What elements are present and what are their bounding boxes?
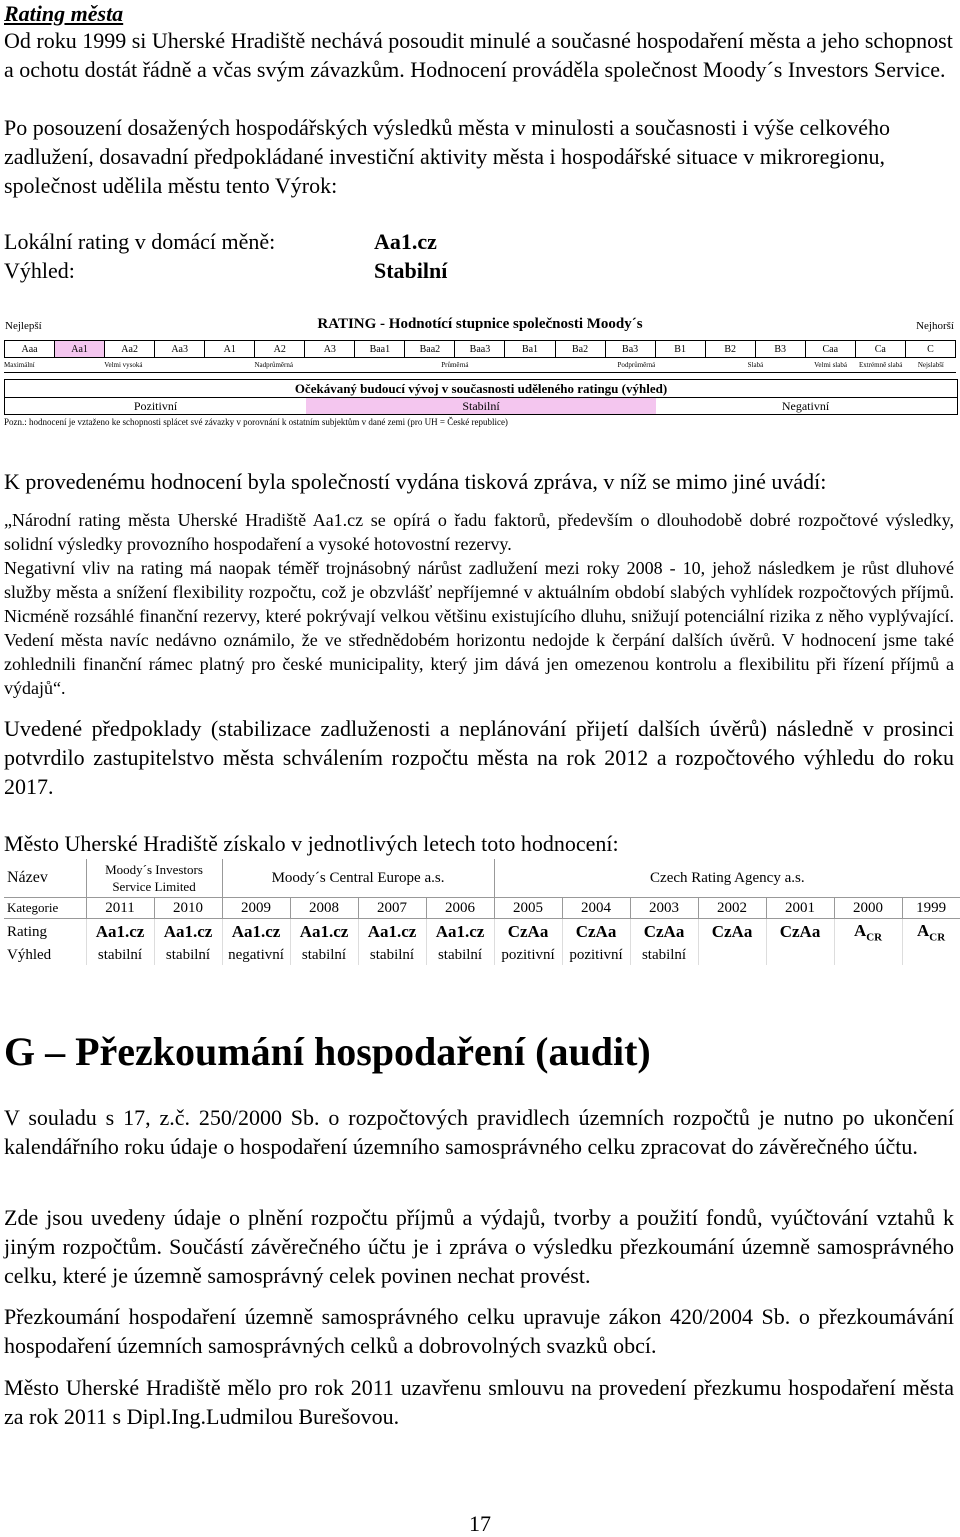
grade-cell: B3: [755, 341, 805, 358]
intro-paragraph: Od roku 1999 si Uherské Hradiště nechává posoudit minulé a současné hospodaření města a jeho schopnost a ochotu dostát řádně a včas svým závazkům. Hodnocení prováděla společnost Moody´s Investors Service.: [4, 28, 953, 82]
grade-description: [204, 358, 254, 373]
grade-description: Slabá: [705, 358, 805, 373]
year-cell: 2011: [86, 898, 154, 919]
grade-cell: Ca: [855, 341, 905, 358]
year-cell: 2004: [562, 898, 630, 919]
grade-description: [54, 358, 104, 373]
agency-1-line-1: Moody´s Investors: [105, 862, 203, 877]
rating-scale: [4, 316, 956, 427]
grade-cell: B2: [705, 341, 755, 358]
outlook-cell: negativní: [222, 945, 290, 965]
grade-cell: Caa: [805, 341, 855, 358]
grade-cell: Ba2: [555, 341, 605, 358]
confirmation-paragraph: Uvedené předpoklady (stabilizace zadluženosti a neplánování přijetí dalších úvěrů) následně v prosinci potvrdilo zastupitelstvo města schválením rozpočtu města na rok 2012 a rozpočtového výhledu do roku 2017.: [4, 716, 954, 799]
outlook-value: Stabilní: [374, 258, 448, 283]
grade-cell: Baa3: [455, 341, 505, 358]
outlook-cell: pozitivní: [494, 945, 562, 965]
grade-description: [655, 358, 705, 373]
rating-cell: CzAa: [494, 919, 562, 946]
year-cell: 2009: [222, 898, 290, 919]
grade-description: Průměrná: [405, 358, 505, 373]
grade-cell: A3: [305, 341, 355, 358]
grade-description: Extrémně slabá: [856, 358, 906, 373]
rating-cell: Aa1.cz: [290, 919, 358, 946]
outlook-cell: [698, 945, 766, 965]
outlook-cell: pozitivní: [562, 945, 630, 965]
outlook-negative: Negativní: [781, 399, 830, 413]
outlook-box: [4, 379, 958, 415]
year-cell: 1999: [902, 898, 960, 919]
section-heading: Rating města: [4, 1, 124, 26]
press-quote-1: „Národní rating města Uherské Hradiště Aa1.cz se opírá o řadu faktorů, především o dlouhodobě dobré rozpočtové výsledky, solidní výsledky provozního hospodaření a vysoké hotovostní rezervy.: [4, 510, 954, 554]
outlook-cell: stabilní: [426, 945, 494, 965]
page-number: 17: [469, 1511, 491, 1536]
rating-cell: Aa1.cz: [222, 919, 290, 946]
year-cell: 2000: [834, 898, 902, 919]
press-quote-2: Negativní vliv na rating má naopak téměř trojnásobný nárůst zadlužení mezi roky 2008 - 10, jehož následkem je růst dluhové služby města a snížení flexibility rozpočtu, což je obzvlášť nepříjemné v aktuálním období slabých vyhlídek rozpočtových příjmů. Nicméně rozsáhlé finanční rezervy, které pokrývají velkou většinu existujícího dluhu, snižují potenciální rizika z něho vyplývající. Vedení města navíc nedávno oznámilo, že ve střednědobém horizontu nedojde k čerpání dalších úvěrů. V hodnocení jsme také zohlednili finanční rámec platný pro české municipality, který jim dává jen omezenou kontrolu a flexibilitu při řízení příjmů a výdajů“.: [4, 558, 954, 698]
grade-description: Podprůměrná: [555, 358, 655, 373]
grade-description: Maximální: [4, 358, 54, 373]
rating-cell: Aa1.cz: [86, 919, 154, 946]
outlook-cell: stabilní: [290, 945, 358, 965]
history-outlook-label: Výhled: [4, 945, 86, 965]
grade-cell: Aa3: [155, 341, 205, 358]
rating-cell: Aa1.cz: [154, 919, 222, 946]
scale-best-label: Nejlepší: [5, 320, 42, 332]
outlook-cell: stabilní: [154, 945, 222, 965]
rating-cell: CzAa: [698, 919, 766, 946]
year-cell: 2003: [630, 898, 698, 919]
history-lead: Město Uherské Hradiště získalo v jednotlivých letech toto hodnocení:: [4, 831, 619, 856]
scale-grades-table: [4, 340, 956, 358]
rating-cell: Aa1.cz: [358, 919, 426, 946]
outlook-positive: Pozitivní: [133, 399, 178, 413]
grade-description: Velmi slabá: [806, 358, 856, 373]
year-cell: 2005: [494, 898, 562, 919]
year-cell: 2006: [426, 898, 494, 919]
grade-description: Velmi vysoká: [104, 358, 204, 373]
grade-cell-highlighted: Aa1: [55, 341, 105, 358]
year-cell: 2007: [358, 898, 426, 919]
rating-cell: $A_{CR}$: [902, 919, 960, 946]
outlook-cell: [766, 945, 834, 965]
year-cell: 2010: [154, 898, 222, 919]
audit-paragraph-1: V souladu s 17, z.č. 250/2000 Sb. o rozpočtových pravidlech územních rozpočtů je nutno po ukončení kalendářního roku údaje o hospodaření územního samosprávného celku zpracovat do závěrečného účtu.: [4, 1105, 954, 1159]
rating-cell: $A_{CR}$: [834, 919, 902, 946]
grade-cell: C: [905, 341, 955, 358]
grade-description: Nadprůměrná: [254, 358, 354, 373]
rating-cell: Aa1.cz: [426, 919, 494, 946]
grade-description: [355, 358, 405, 373]
year-cell: 2001: [766, 898, 834, 919]
rating-cell: CzAa: [766, 919, 834, 946]
rating-cell: CzAa: [630, 919, 698, 946]
outlook-cell: stabilní: [86, 945, 154, 965]
audit-paragraph-2: Zde jsou uvedeny údaje o plnění rozpočtu příjmů a výdajů, tvorby a použití fondů, vyúčtování vztahů k jiným rozpočtům. Součástí závěrečného účtu je i zpráva o výsledku přezkoumání územně samosprávného celku, které je územně samosprávný celek povinen nechat provést.: [4, 1205, 954, 1288]
assessment-paragraph: Po posouzení dosažených hospodářských výsledků města v minulosti a současnosti i výše celkového zadlužení, dosavadní předpokládané investiční aktivity města i hospodářské situace v mikroregionu, společnost udělila městu tento Výrok:: [4, 115, 890, 198]
outlook-cell: stabilní: [630, 945, 698, 965]
outlook-label: Výhled:: [4, 258, 75, 283]
grade-cell: Aaa: [5, 341, 55, 358]
grade-cell: Baa1: [355, 341, 405, 358]
outlook-cell: [902, 945, 960, 965]
rating-history-table: [4, 859, 960, 965]
year-cell: 2002: [698, 898, 766, 919]
scale-title: RATING - Hodnotící stupnice společnosti Moody´s: [317, 316, 643, 332]
grade-cell: Baa2: [405, 341, 455, 358]
history-agency-2: Moody´s Central Europe a.s.: [222, 859, 494, 898]
outlook-cell: stabilní: [358, 945, 426, 965]
rating-cell: CzAa: [562, 919, 630, 946]
scale-note: Pozn.: hodnocení je vztaženo ke schopnosti splácet své závazky v porovnání k ostatním subjektům v dané zemi (pro UH = České republice): [4, 417, 508, 427]
outlook-title: Očekávaný budoucí vývoj v současnosti uděleného ratingu (výhled): [5, 380, 957, 398]
audit-paragraph-4: Město Uherské Hradiště mělo pro rok 2011 uzavřenu smlouvu na provedení přezkumu hospodaření města za rok 2011 s Dipl.Ing.Ludmilou Burešovou.: [4, 1375, 954, 1429]
audit-paragraph-3: Přezkoumání hospodaření územně samosprávného celku upravuje zákon 420/2004 Sb. o přezkoumávání hospodaření územních samosprávných celků a dobrovolných svazků obcí.: [4, 1304, 954, 1358]
outlook-stable: Stabilní: [306, 398, 656, 414]
grade-cell: A2: [255, 341, 305, 358]
grade-description: [505, 358, 555, 373]
grade-cell: Ba1: [505, 341, 555, 358]
local-rating-label: Lokální rating v domácí měně:: [4, 229, 276, 254]
history-agency-3: Czech Rating Agency a.s.: [494, 859, 960, 898]
grade-cell: Aa2: [105, 341, 155, 358]
history-name-label: Název: [4, 859, 86, 898]
history-rating-label: Rating: [4, 919, 86, 946]
grade-cell: B1: [655, 341, 705, 358]
grade-cell: A1: [205, 341, 255, 358]
press-lead: K provedenému hodnocení byla společností vydána tisková zpráva, v níž se mimo jiné uvádí:: [4, 469, 827, 494]
outlook-cell: [834, 945, 902, 965]
agency-1-line-2: Service Limited: [112, 879, 196, 894]
year-cell: 2008: [290, 898, 358, 919]
audit-title: G – Přezkoumání hospodaření (audit): [4, 1029, 651, 1074]
grade-cell: Ba3: [605, 341, 655, 358]
local-rating-value: Aa1.cz: [374, 229, 437, 254]
history-agency-1: [86, 859, 222, 898]
grade-description: Nejslabší: [906, 358, 956, 373]
scale-worst-label: Nejhorší: [916, 320, 954, 332]
scale-descriptions: [4, 358, 956, 373]
history-category-label: Kategorie: [4, 898, 86, 919]
